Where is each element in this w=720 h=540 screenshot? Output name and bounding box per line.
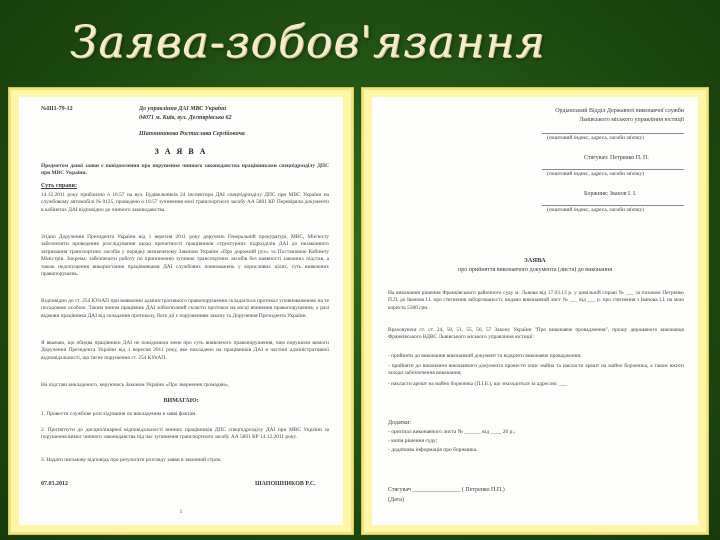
right-heading: ЗАЯВА <box>524 257 546 264</box>
right-addressee-line-1: Ордынський Відділ Державної виконавчої служби <box>555 108 684 114</box>
document-reference: №Ш1-79-12 <box>41 106 73 112</box>
attachment-3: - додаткова інформація про боржника. <box>388 447 478 453</box>
address-note-2: (поштовий індекс, адреса, засоби зв'язку) <box>547 171 644 177</box>
demand-item-2: 2. Притягнути до дисциплінарної відповідальності винних працівників ДПС спецпідрозділу ДАІ при МВС України за порушення вимог чинного законодавства під час зупинення транспортного засобу АА 5801 КР 14.12.2011 року. <box>41 427 329 441</box>
footer-signature: Стягувач ________________ ( Петренко П.П.) <box>388 487 505 493</box>
decree-paragraph: Згідно Доручення Президента України від 1 вересня 2011 року доручено Генеральній прокуратурі, МВС, Мін'юсту забезпечити проведення розслідування щодо причетності працівників структурних підрозділів ДАІ до незаконного затримання транспортних засобів у порядку визначеному Законом України «Про дорожній рух» та Постановою Кабінету Міністрів. Зокрема: забезпечити роботу по припиненню зупинок транспортних засобів без наявності законних підстав, а також недопущення використання працівниками ДАІ службових повноважень у корисливих цілях, суть виявлених правопорушень. <box>41 234 329 278</box>
right-paragraph-1: На виконання рішення Франківського районного суду м. Львова від 17.03.13 р. у цивільній справі № ___ за позовом Петренко П.П. до Іванова І.І. про стягнення заборгованості, видано виконавчий лист № ___ від ___ р. про стягнення з Іванова І.І. на мою користь 5300 грн. <box>388 290 684 311</box>
attachment-1: - оригінал виконавчого листа № ______ від ____ 20 р.; <box>388 429 516 435</box>
demand-item-3: 3. Надати письмову відповідь про результати розгляду заяви в законний строк. <box>41 457 222 463</box>
attachments-heading: Додатки: <box>388 420 411 426</box>
address-line-2 <box>542 169 684 170</box>
basis-paragraph: На підставі викладеного, керуючись Законом України «Про звернення громадян», <box>41 382 229 388</box>
addressee-line-1: До управління ДАІ МВС України <box>139 106 227 112</box>
demand-item-1: 1. Провести службове розслідування по викладеним в заяві фактам. <box>41 411 197 417</box>
address-line-1 <box>542 133 684 134</box>
right-subheading: про прийняття виконавчого документа (листа) до виконання <box>457 267 613 273</box>
left-document-page <box>19 97 343 525</box>
essence-paragraph: 14.12.2011 року приблизно о 16:57 на вул. Будівельників 24 інспектори ДАІ спецпідрозділу ДПС при МВС України на службовому автомобілі № 0125, проведено о 16:57 зупинення моєї транспортного засобу АА 5801 КР. Перевіряли документи в кабінетах ДАІ відповідно до чинного законодавства. <box>41 192 329 213</box>
demand-heading: ВИМАГАЮ: <box>163 398 199 404</box>
right-document-frame <box>361 87 709 535</box>
address-note-3: (поштовий індекс, адреса, засоби зв'язку) <box>547 207 644 213</box>
document-date: 07.03.2012 <box>41 481 68 487</box>
applicant-name: Шапошникова Ростислава Сергійовича <box>139 131 245 137</box>
slide-title: Заява-зобов'язання <box>70 17 546 68</box>
footer-date: (Дата) <box>388 497 404 503</box>
debtor-line: Боржник: Іванов І. І. <box>584 191 637 197</box>
right-bullet-1: - прийняти до виконання виконавчий документ та відкрити виконавче провадження; <box>388 353 582 359</box>
claimant-line: Стягувач: Петренко П. П. <box>584 155 649 161</box>
right-document-page <box>372 97 698 525</box>
address-line-3 <box>542 205 684 206</box>
left-document-frame <box>8 87 354 535</box>
intro-paragraph: Предметом даної заяви є повідомлення про порушення чинного законодавства працівниками спецпідрозділу ДПС при МВС України. <box>41 163 329 177</box>
addressee-line-2: 04071 м. Київ, вул. Дегтярівська 62 <box>139 115 232 121</box>
right-bullet-3: - накласти арешт на майно боржника (П.І.Б.), що знаходиться за адресою: ___ <box>388 381 568 387</box>
address-note-1: (поштовий індекс, адреса, засоби зв'язку) <box>547 135 644 141</box>
right-bullet-2: - прийняти до виконання виконавчого документа провести опис майна та накласти арешт на майно боржника, а також вжити заходи забезпечення виконання; <box>388 363 684 377</box>
document-heading: З А Я В А <box>154 147 208 156</box>
page-number: 1 <box>179 509 183 515</box>
attachment-2: - копія рішення суду; <box>388 438 438 444</box>
essence-heading: Суть справи: <box>41 183 77 189</box>
proof-paragraph: Я вважаю, що обидва працівники ДАІ не повідомили мене про суть виявленого правопорушення, чим порушили вимоги Доручення Президента України від 1 вересня 2011 року, яке покладено на працівників ДАІ в частині адміністративної відповідальності, що тягне порушення ст. 254 КУпАП. <box>41 340 329 361</box>
article-paragraph: Відповідно до ст. 254 КУпАП при виявленні адміністративного правопорушення складається протокол уповноваженою на те посадовою особою. Таким чином працівник ДАІ зобов'язаний скласти протокол на місці вчинення правопорушення, у разі відмови працівника ДАІ від складання протоколу, його дії є порушенням закону та Доручення Президента України. <box>41 298 329 319</box>
signature-name: ШАПОШНИКОВ Р.С. <box>255 481 316 487</box>
right-paragraph-2: Враховуючи ст. ст. 24, 50, 51, 55, 56, 57 Закону України "Про виконавче провадження", прошу державного виконавця Франківського ВДВС Львівського міського управління юстиції: <box>388 327 684 341</box>
right-addressee-line-2: Львівського міського управління юстиції <box>579 117 684 123</box>
